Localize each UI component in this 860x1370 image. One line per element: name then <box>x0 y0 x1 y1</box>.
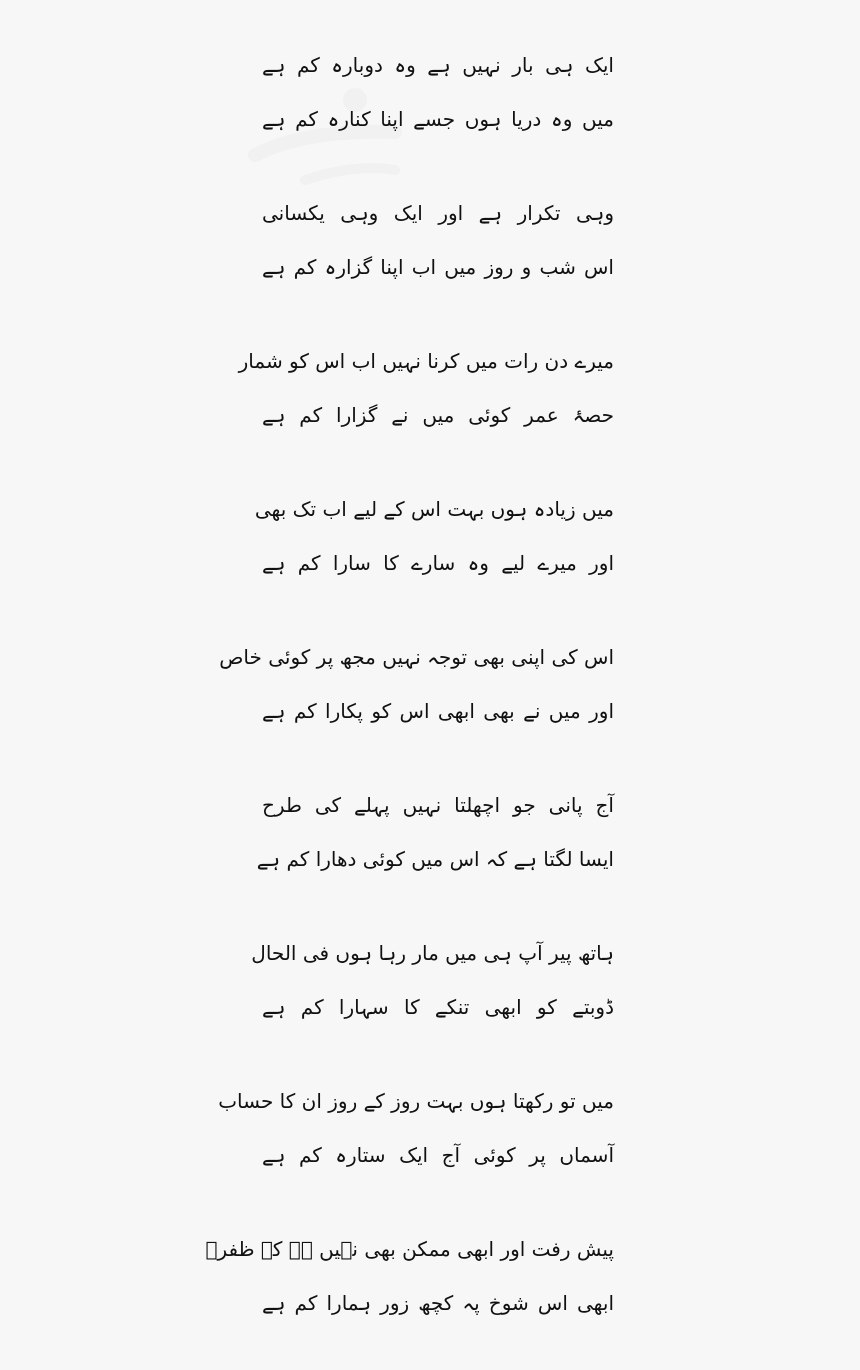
poem <box>205 38 614 1370</box>
stanza-6 <box>256 778 614 926</box>
stanza-1 <box>262 38 614 186</box>
verse-line: اور میرے لیے وہ سارے کا سارا کم ہے <box>262 551 614 575</box>
verse-line: وہی تکرار ہے اور ایک وہی یکسانی <box>262 201 614 225</box>
verse-line: پیش رفت اور ابھی ممکن بھی نہیں ہے کہ ظفرؔ <box>205 1237 614 1261</box>
stanza-8 <box>218 1074 614 1222</box>
verse-line: میں زیادہ ہوں بہت اس کے لیے اب تک بھی <box>254 497 614 521</box>
verse-line: اس شب و روز میں اب اپنا گزارہ کم ہے <box>262 255 614 279</box>
verse-line: آج پانی جو اچھلتا نہیں پہلے کی طرح <box>262 793 614 817</box>
verse-line: اور میں نے بھی ابھی اس کو پکارا کم ہے <box>262 699 614 723</box>
stanza-5 <box>219 630 614 778</box>
verse-line: اس کی اپنی بھی توجہ نہیں مجھ پر کوئی خاص <box>219 645 614 669</box>
stanza-3 <box>238 334 614 482</box>
verse-line: میں وہ دریا ہوں جسے اپنا کنارہ کم ہے <box>262 107 614 131</box>
verse-line: آسماں پر کوئی آج ایک ستارہ کم ہے <box>262 1143 614 1167</box>
verse-line: میں تو رکھتا ہوں بہت روز کے روز ان کا حساب <box>218 1089 614 1113</box>
verse-line: ایسا لگتا ہے کہ اس میں کوئی دھارا کم ہے <box>256 847 614 871</box>
stanza-9 <box>205 1222 614 1370</box>
verse-line: حصۂ عمر کوئی میں نے گزارا کم ہے <box>262 403 614 427</box>
stanza-2 <box>262 186 614 334</box>
verse-line: ڈوبتے کو ابھی تنکے کا سہارا کم ہے <box>262 995 614 1019</box>
stanza-4 <box>254 482 614 630</box>
verse-line: ابھی اس شوخ پہ کچھ زور ہمارا کم ہے <box>262 1291 614 1315</box>
verse-line: ایک ہی بار نہیں ہے وہ دوبارہ کم ہے <box>262 53 614 77</box>
stanza-7 <box>251 926 614 1074</box>
verse-line: ہاتھ پیر آپ ہی میں مار رہا ہوں فی الحال <box>251 941 614 965</box>
verse-line: میرے دن رات میں کرنا نہیں اب اس کو شمار <box>238 349 614 373</box>
